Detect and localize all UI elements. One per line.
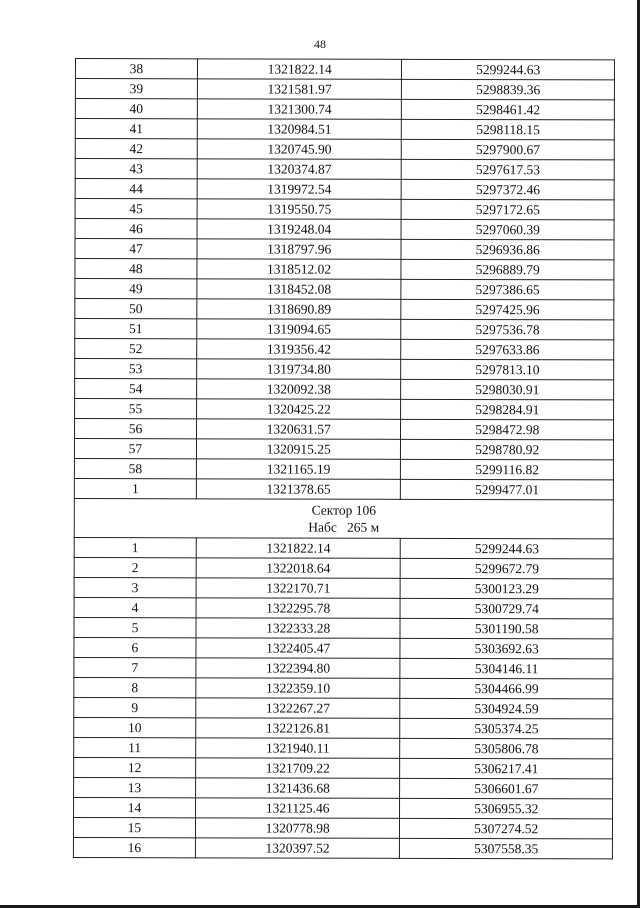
point-number-cell: 41 [75,119,197,139]
x-coordinate-cell: 1320915.25 [196,439,401,460]
x-coordinate-cell: 1321940.11 [196,738,401,759]
table-row [75,119,614,140]
x-coordinate-cell: 1322170.71 [196,578,401,599]
point-number-cell: 3 [74,577,196,597]
table-row [75,99,614,120]
point-number-cell: 40 [75,99,197,119]
table-row [74,697,613,718]
x-coordinate-cell: 1320745.90 [197,139,402,160]
table-row [75,199,614,220]
x-coordinate-cell: 1321822.14 [197,59,402,80]
y-coordinate-cell: 5298839.36 [402,79,615,100]
point-number-cell: 8 [74,677,196,697]
point-number-cell: 38 [75,59,197,79]
x-coordinate-cell: 1322394.80 [196,658,401,679]
table-row [75,79,614,100]
point-number-cell: 45 [75,199,197,219]
point-number-cell: 50 [75,299,197,319]
y-coordinate-cell: 5305374.25 [400,718,613,739]
point-number-cell: 1 [74,478,196,498]
y-coordinate-cell: 5298030.91 [401,379,614,400]
x-coordinate-cell: 1319094.65 [197,319,402,340]
point-number-cell: 15 [73,817,195,837]
table-row [75,319,614,340]
y-coordinate-cell: 5296889.79 [401,259,614,280]
y-coordinate-cell: 5297386.65 [401,279,614,300]
y-coordinate-cell: 5298780.92 [401,439,614,460]
x-coordinate-cell: 1320374.87 [197,159,402,180]
table-row [74,717,613,738]
table-row [74,597,613,618]
sector-cell [74,498,613,538]
x-coordinate-cell: 1320397.52 [195,838,400,859]
x-coordinate-cell: 1322295.78 [196,598,401,619]
y-coordinate-cell: 5297536.78 [401,319,614,340]
table-body-part-2 [73,537,613,858]
x-coordinate-cell: 1321709.22 [196,758,401,779]
y-coordinate-cell: 5299477.01 [401,479,614,500]
y-coordinate-cell: 5297060.39 [402,219,615,240]
sector-title: Сектор 106 [311,502,377,518]
table-row [74,657,613,678]
table-row [75,279,614,300]
table-row [75,419,614,440]
x-coordinate-cell: 1319356.42 [197,339,402,360]
x-coordinate-cell: 1320631.57 [196,419,401,440]
x-coordinate-cell: 1318512.02 [197,259,402,280]
point-number-cell: 5 [74,617,196,637]
point-number-cell: 49 [75,279,197,299]
x-coordinate-cell: 1322333.28 [196,618,401,639]
table-row [74,478,613,499]
y-coordinate-cell: 5298118.15 [402,119,615,140]
table-row [74,777,613,798]
x-coordinate-cell: 1320092.38 [197,379,402,400]
table-row [74,797,613,818]
x-coordinate-cell: 1319972.54 [197,179,402,200]
y-coordinate-cell: 5307274.52 [400,818,613,839]
point-number-cell: 51 [75,319,197,339]
x-coordinate-cell: 1321165.19 [196,459,401,480]
y-coordinate-cell: 5298461.42 [402,99,615,120]
point-number-cell: 55 [75,399,197,419]
table-row [74,577,613,598]
point-number-cell: 10 [74,717,196,737]
table-row [74,737,613,758]
x-coordinate-cell: 1321581.97 [197,79,402,100]
x-coordinate-cell: 1319550.75 [197,199,402,220]
x-coordinate-cell: 1322018.64 [196,558,401,579]
point-number-cell: 47 [75,239,197,259]
y-coordinate-cell: 5299244.63 [401,538,614,559]
y-coordinate-cell: 5300729.74 [401,598,614,619]
point-number-cell: 39 [75,79,197,99]
table-row [75,59,614,80]
x-coordinate-cell: 1322126.81 [196,718,401,739]
table-row [75,179,614,200]
y-coordinate-cell: 5297617.53 [402,159,615,180]
y-coordinate-cell: 5297900.67 [402,139,615,160]
x-coordinate-cell: 1321822.14 [196,538,401,559]
point-number-cell: 1 [74,537,196,557]
x-coordinate-cell: 1318452.08 [197,279,402,300]
table-row [75,239,614,260]
y-coordinate-cell: 5297425.96 [401,299,614,320]
point-number-cell: 52 [75,339,197,359]
point-number-cell: 48 [75,259,197,279]
table-row [74,537,613,558]
point-number-cell: 54 [75,379,197,399]
y-coordinate-cell: 5306955.32 [400,798,613,819]
table-row [73,817,612,838]
y-coordinate-cell: 5304924.59 [400,698,613,719]
point-number-cell: 4 [74,597,196,617]
y-coordinate-cell: 5297813.10 [401,359,614,380]
y-coordinate-cell: 5296936.86 [401,239,614,260]
y-coordinate-cell: 5298472.98 [401,419,614,440]
point-number-cell: 42 [75,139,197,159]
coordinates-table [73,58,615,859]
table-row [74,617,613,638]
sector-header [74,498,613,538]
table-row [74,557,613,578]
point-number-cell: 43 [75,159,197,179]
x-coordinate-cell: 1319734.80 [197,359,402,380]
x-coordinate-cell: 1321300.74 [197,99,402,120]
x-coordinate-cell: 1319248.04 [197,219,402,240]
x-coordinate-cell: 1320984.51 [197,119,402,140]
y-coordinate-cell: 5299672.79 [401,558,614,579]
table-row [74,677,613,698]
table-row [75,399,614,420]
y-coordinate-cell: 5297372.46 [402,179,615,200]
x-coordinate-cell: 1321436.68 [195,778,400,799]
point-number-cell: 46 [75,219,197,239]
point-number-cell: 6 [74,637,196,657]
x-coordinate-cell: 1322267.27 [196,698,401,719]
x-coordinate-cell: 1322405.47 [196,638,401,659]
table-row [74,458,613,479]
point-number-cell: 2 [74,557,196,577]
table-row [74,637,613,658]
table-row [74,757,613,778]
y-coordinate-cell: 5301190.58 [400,618,613,639]
sector-row [74,498,613,538]
y-coordinate-cell: 5299244.63 [402,59,615,80]
y-coordinate-cell: 5299116.82 [401,459,614,480]
point-number-cell: 9 [74,697,196,717]
y-coordinate-cell: 5307558.35 [400,838,613,859]
y-coordinate-cell: 5303692.63 [400,638,613,659]
x-coordinate-cell: 1320425.22 [196,399,401,420]
point-number-cell: 53 [75,359,197,379]
table-row [75,259,614,280]
x-coordinate-cell: 1320778.98 [195,818,400,839]
page-number: 48 [314,37,326,51]
sector-height: Набс 265 м [308,519,380,535]
point-number-cell: 57 [74,439,196,459]
table-row [75,379,614,400]
table-row [74,439,613,460]
x-coordinate-cell: 1321378.65 [196,479,401,500]
point-number-cell: 7 [74,657,196,677]
table-row [75,339,614,360]
table-row [75,219,614,240]
y-coordinate-cell: 5304146.11 [400,658,613,679]
point-number-cell: 14 [74,797,196,817]
x-coordinate-cell: 1322359.10 [196,678,401,699]
point-number-cell: 56 [75,419,197,439]
y-coordinate-cell: 5297633.86 [401,339,614,360]
y-coordinate-cell: 5304466.99 [400,678,613,699]
table-row [75,139,614,160]
table-row [73,837,612,858]
point-number-cell: 58 [74,458,196,478]
y-coordinate-cell: 5300123.29 [401,578,614,599]
point-number-cell: 16 [73,837,195,857]
point-number-cell: 13 [74,777,196,797]
x-coordinate-cell: 1321125.46 [195,798,400,819]
x-coordinate-cell: 1318690.89 [197,299,402,320]
point-number-cell: 12 [74,757,196,777]
y-coordinate-cell: 5305806.78 [400,738,613,759]
table-row [75,299,614,320]
y-coordinate-cell: 5306601.67 [400,778,613,799]
table-row [75,159,614,180]
y-coordinate-cell: 5298284.91 [401,399,614,420]
y-coordinate-cell: 5297172.65 [402,199,615,220]
y-coordinate-cell: 5306217.41 [400,758,613,779]
table-body-part-1 [74,59,614,500]
x-coordinate-cell: 1318797.96 [197,239,402,260]
point-number-cell: 44 [75,179,197,199]
table-row [75,359,614,380]
point-number-cell: 11 [74,737,196,757]
